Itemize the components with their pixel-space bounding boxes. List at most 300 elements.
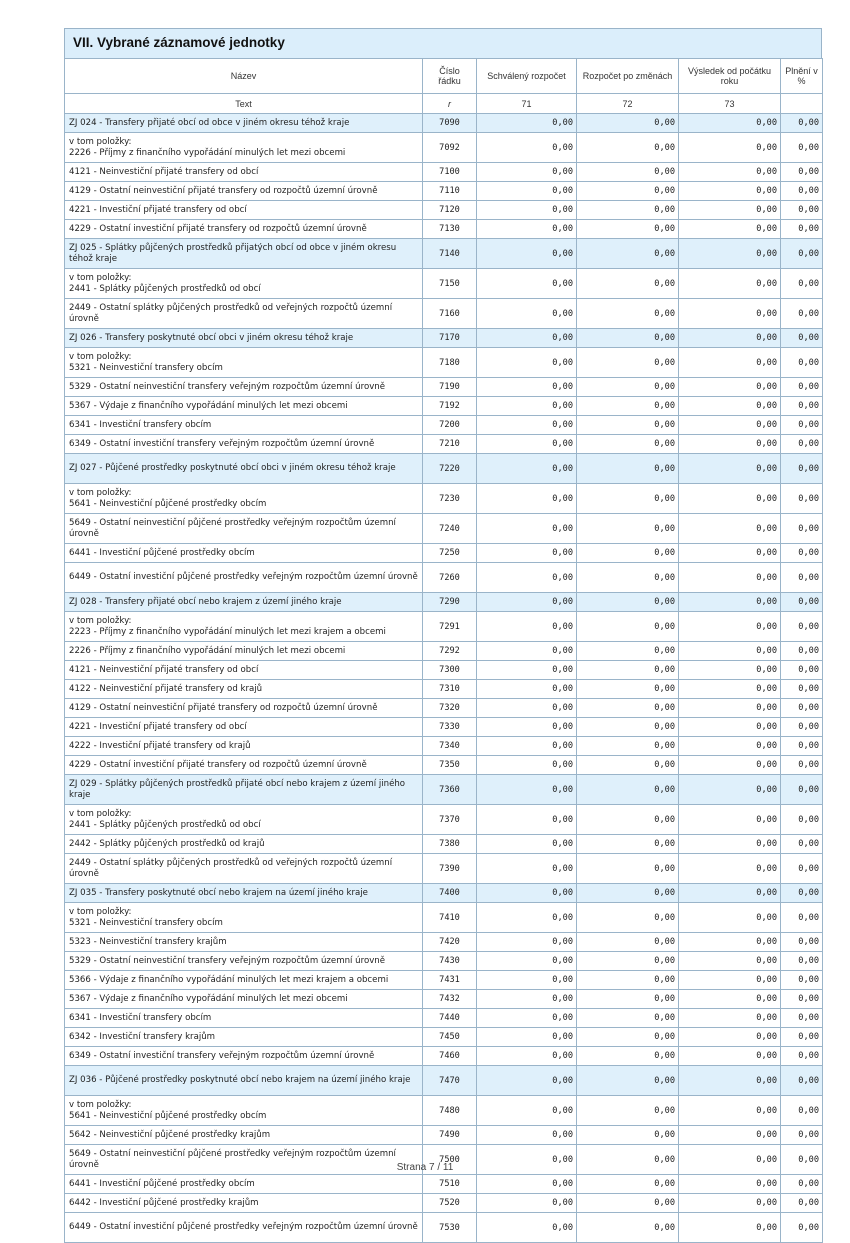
row-adjusted: 0,00: [577, 884, 679, 903]
row-result: 0,00: [679, 220, 781, 239]
row-fulfil: 0,00: [781, 182, 823, 201]
row-code: 7130: [423, 220, 477, 239]
row-adjusted: 0,00: [577, 299, 679, 329]
row-result: 0,00: [679, 544, 781, 563]
row-adjusted: 0,00: [577, 835, 679, 854]
row-code: 7430: [423, 952, 477, 971]
table-row: [65, 854, 823, 884]
row-code: 7160: [423, 299, 477, 329]
row-name-line: v tom položky:: [69, 907, 132, 917]
row-adjusted: 0,00: [577, 775, 679, 805]
row-result: 0,00: [679, 1096, 781, 1126]
row-name: [65, 563, 423, 593]
row-code: 7490: [423, 1126, 477, 1145]
table-row: [65, 484, 823, 514]
table-row: [65, 1194, 823, 1213]
row-adjusted: 0,00: [577, 1175, 679, 1194]
row-result: 0,00: [679, 299, 781, 329]
row-approved: 0,00: [477, 775, 577, 805]
row-fulfil: 0,00: [781, 163, 823, 182]
row-name: [65, 435, 423, 454]
table-row: [65, 612, 823, 642]
table-row: [65, 642, 823, 661]
row-name-line: 4122 - Neinvestiční přijaté transfery od krajů: [69, 683, 263, 694]
row-name: [65, 1175, 423, 1194]
table-row: [65, 680, 823, 699]
row-adjusted: 0,00: [577, 1194, 679, 1213]
records-table: [64, 58, 823, 1243]
row-approved: 0,00: [477, 990, 577, 1009]
row-approved: 0,00: [477, 1213, 577, 1243]
row-approved: 0,00: [477, 971, 577, 990]
row-fulfil: 0,00: [781, 805, 823, 835]
row-name: [65, 544, 423, 563]
row-name-line: 2223 - Příjmy z finančního vypořádání minulých let mezi krajem a obcemi: [69, 626, 386, 637]
row-code: 7340: [423, 737, 477, 756]
table-row: [65, 718, 823, 737]
row-approved: 0,00: [477, 1096, 577, 1126]
row-adjusted: 0,00: [577, 1028, 679, 1047]
row-name-line: 4221 - Investiční přijaté transfery od obcí: [69, 721, 247, 732]
row-result: 0,00: [679, 952, 781, 971]
row-name: [65, 1213, 423, 1243]
table-row: [65, 299, 823, 329]
table-row: [65, 971, 823, 990]
row-result: 0,00: [679, 269, 781, 299]
row-name: [65, 903, 423, 933]
column-header-name: Název: [65, 59, 423, 94]
row-approved: 0,00: [477, 201, 577, 220]
row-fulfil: 0,00: [781, 1145, 823, 1175]
row-approved: 0,00: [477, 642, 577, 661]
row-approved: 0,00: [477, 544, 577, 563]
row-adjusted: 0,00: [577, 514, 679, 544]
row-name: [65, 329, 423, 348]
row-name-line: v tom položky:: [69, 616, 132, 626]
row-name: [65, 1028, 423, 1047]
table-row: [65, 1096, 823, 1126]
row-approved: 0,00: [477, 952, 577, 971]
row-adjusted: 0,00: [577, 661, 679, 680]
row-name: [65, 299, 423, 329]
row-code: 7180: [423, 348, 477, 378]
row-name-line: v tom položky:: [69, 1100, 132, 1110]
row-name-line: ZJ 035 - Transfery poskytnuté obcí nebo krajem na území jiného kraje: [69, 887, 368, 898]
row-name-line: 2226 - Příjmy z finančního vypořádání minulých let mezi obcemi: [69, 645, 346, 656]
row-code: 7200: [423, 416, 477, 435]
table-row: [65, 378, 823, 397]
row-name-line: 5642 - Neinvestiční půjčené prostředky krajům: [69, 1129, 271, 1140]
row-name: [65, 933, 423, 952]
row-result: 0,00: [679, 775, 781, 805]
section-row: [65, 329, 823, 348]
row-name-line: ZJ 028 - Transfery přijaté obcí nebo krajem z území jiného kraje: [69, 596, 342, 607]
row-code: 7530: [423, 1213, 477, 1243]
row-name: [65, 416, 423, 435]
row-name: [65, 680, 423, 699]
row-name: [65, 593, 423, 612]
row-approved: 0,00: [477, 397, 577, 416]
row-name: [65, 114, 423, 133]
row-name-line: 4221 - Investiční přijaté transfery od obcí: [69, 204, 247, 215]
table-row: [65, 1009, 823, 1028]
row-adjusted: 0,00: [577, 933, 679, 952]
row-adjusted: 0,00: [577, 239, 679, 269]
row-adjusted: 0,00: [577, 854, 679, 884]
column-index-fulfil: [781, 94, 823, 114]
row-name: [65, 718, 423, 737]
row-result: 0,00: [679, 835, 781, 854]
row-fulfil: 0,00: [781, 1096, 823, 1126]
row-name: [65, 835, 423, 854]
row-approved: 0,00: [477, 378, 577, 397]
row-name-line: 6449 - Ostatní investiční půjčené prostředky veřejným rozpočtům územní úrovně: [69, 1222, 418, 1233]
row-adjusted: 0,00: [577, 642, 679, 661]
row-result: 0,00: [679, 416, 781, 435]
column-index-code: r: [423, 94, 477, 114]
row-adjusted: 0,00: [577, 348, 679, 378]
table-row: [65, 835, 823, 854]
row-fulfil: 0,00: [781, 1047, 823, 1066]
row-name: [65, 1126, 423, 1145]
row-adjusted: 0,00: [577, 435, 679, 454]
row-name-line: 5641 - Neinvestiční půjčené prostředky obcím: [69, 1110, 267, 1121]
row-approved: 0,00: [477, 239, 577, 269]
row-code: 7192: [423, 397, 477, 416]
row-fulfil: 0,00: [781, 699, 823, 718]
table-row: [65, 133, 823, 163]
table-row: [65, 435, 823, 454]
row-name: [65, 269, 423, 299]
row-name-line: ZJ 025 - Splátky půjčených prostředků přijatých obcí od obce v jiném okresu téhož kraje: [69, 243, 397, 264]
row-result: 0,00: [679, 1047, 781, 1066]
table-row: [65, 1126, 823, 1145]
row-adjusted: 0,00: [577, 133, 679, 163]
row-fulfil: 0,00: [781, 220, 823, 239]
row-name-line: 5367 - Výdaje z finančního vypořádání minulých let mezi obcemi: [69, 400, 348, 411]
row-name-line: 5329 - Ostatní neinvestiční transfery veřejným rozpočtům územní úrovně: [69, 955, 386, 966]
table-row: [65, 699, 823, 718]
row-code: 7510: [423, 1175, 477, 1194]
row-result: 0,00: [679, 348, 781, 378]
row-result: 0,00: [679, 514, 781, 544]
section-row: [65, 454, 823, 484]
row-name-line: v tom položky:: [69, 809, 132, 819]
column-header-approved: Schválený rozpočet: [477, 59, 577, 94]
row-adjusted: 0,00: [577, 378, 679, 397]
row-result: 0,00: [679, 1145, 781, 1175]
row-adjusted: 0,00: [577, 269, 679, 299]
row-code: 7320: [423, 699, 477, 718]
row-code: 7210: [423, 435, 477, 454]
row-fulfil: 0,00: [781, 133, 823, 163]
row-name-line: 4129 - Ostatní neinvestiční přijaté transfery od rozpočtů územní úrovně: [69, 702, 378, 713]
row-approved: 0,00: [477, 1126, 577, 1145]
row-name-line: 5649 - Ostatní neinvestiční půjčené prostředky veřejným rozpočtům územní úrovně: [69, 1149, 396, 1170]
row-name: [65, 454, 423, 484]
row-approved: 0,00: [477, 416, 577, 435]
row-approved: 0,00: [477, 182, 577, 201]
row-code: 7440: [423, 1009, 477, 1028]
row-result: 0,00: [679, 680, 781, 699]
row-adjusted: 0,00: [577, 718, 679, 737]
row-fulfil: 0,00: [781, 884, 823, 903]
row-fulfil: 0,00: [781, 952, 823, 971]
row-result: 0,00: [679, 990, 781, 1009]
row-approved: 0,00: [477, 756, 577, 775]
row-result: 0,00: [679, 329, 781, 348]
row-code: 7190: [423, 378, 477, 397]
row-adjusted: 0,00: [577, 1126, 679, 1145]
row-adjusted: 0,00: [577, 201, 679, 220]
table-row: [65, 1028, 823, 1047]
row-adjusted: 0,00: [577, 1145, 679, 1175]
row-approved: 0,00: [477, 612, 577, 642]
section-row: [65, 884, 823, 903]
row-code: 7120: [423, 201, 477, 220]
row-code: 7431: [423, 971, 477, 990]
row-result: 0,00: [679, 718, 781, 737]
row-adjusted: 0,00: [577, 484, 679, 514]
row-fulfil: 0,00: [781, 348, 823, 378]
row-approved: 0,00: [477, 1194, 577, 1213]
row-result: 0,00: [679, 182, 781, 201]
row-result: 0,00: [679, 612, 781, 642]
row-name-line: 4229 - Ostatní investiční přijaté transfery od rozpočtů územní úrovně: [69, 759, 367, 770]
column-header-code: Číslo řádku: [423, 59, 477, 94]
table-row: [65, 269, 823, 299]
row-code: 7350: [423, 756, 477, 775]
row-approved: 0,00: [477, 854, 577, 884]
row-result: 0,00: [679, 805, 781, 835]
row-result: 0,00: [679, 133, 781, 163]
row-adjusted: 0,00: [577, 903, 679, 933]
row-approved: 0,00: [477, 805, 577, 835]
row-approved: 0,00: [477, 835, 577, 854]
row-name-line: 6442 - Investiční půjčené prostředky krajům: [69, 1197, 259, 1208]
row-approved: 0,00: [477, 484, 577, 514]
row-approved: 0,00: [477, 299, 577, 329]
row-approved: 0,00: [477, 133, 577, 163]
table-row: [65, 661, 823, 680]
row-name-line: 6441 - Investiční půjčené prostředky obcím: [69, 547, 255, 558]
row-name-line: 5321 - Neinvestiční transfery obcím: [69, 917, 223, 928]
row-approved: 0,00: [477, 435, 577, 454]
table-row: [65, 397, 823, 416]
row-adjusted: 0,00: [577, 1047, 679, 1066]
column-header-row: [65, 59, 823, 94]
row-fulfil: 0,00: [781, 775, 823, 805]
row-fulfil: 0,00: [781, 593, 823, 612]
row-approved: 0,00: [477, 269, 577, 299]
row-result: 0,00: [679, 1213, 781, 1243]
table-row: [65, 756, 823, 775]
row-approved: 0,00: [477, 1009, 577, 1028]
row-code: 7380: [423, 835, 477, 854]
row-result: 0,00: [679, 163, 781, 182]
row-name-line: 4121 - Neinvestiční přijaté transfery od obcí: [69, 664, 259, 675]
row-code: 7330: [423, 718, 477, 737]
row-result: 0,00: [679, 737, 781, 756]
column-header-fulfil: Plnění v %: [781, 59, 823, 94]
row-name-line: 2441 - Splátky půjčených prostředků od obcí: [69, 819, 261, 830]
row-name: [65, 220, 423, 239]
row-result: 0,00: [679, 435, 781, 454]
row-name-line: 2441 - Splátky půjčených prostředků od obcí: [69, 283, 261, 294]
row-result: 0,00: [679, 593, 781, 612]
row-fulfil: 0,00: [781, 1213, 823, 1243]
row-approved: 0,00: [477, 163, 577, 182]
row-name-line: 6349 - Ostatní investiční transfery veřejným rozpočtům územní úrovně: [69, 438, 375, 449]
row-adjusted: 0,00: [577, 416, 679, 435]
row-code: 7291: [423, 612, 477, 642]
row-adjusted: 0,00: [577, 563, 679, 593]
table-row: [65, 220, 823, 239]
row-code: 7520: [423, 1194, 477, 1213]
table-row: [65, 933, 823, 952]
row-name-line: 5641 - Neinvestiční půjčené prostředky obcím: [69, 498, 267, 509]
table-row: [65, 544, 823, 563]
row-name-line: 6441 - Investiční půjčené prostředky obcím: [69, 1178, 255, 1189]
row-adjusted: 0,00: [577, 454, 679, 484]
row-code: 7480: [423, 1096, 477, 1126]
row-adjusted: 0,00: [577, 737, 679, 756]
row-fulfil: 0,00: [781, 1009, 823, 1028]
row-name-line: 2226 - Příjmy z finančního vypořádání minulých let mezi obcemi: [69, 147, 346, 158]
row-name-line: 5649 - Ostatní neinvestiční půjčené prostředky veřejným rozpočtům územní úrovně: [69, 518, 396, 539]
column-index-adjusted: 72: [577, 94, 679, 114]
row-result: 0,00: [679, 903, 781, 933]
row-result: 0,00: [679, 1126, 781, 1145]
row-name-line: ZJ 029 - Splátky půjčených prostředků přijaté obcí nebo krajem z území jiného kraje: [69, 779, 406, 800]
row-code: 7470: [423, 1066, 477, 1096]
row-name: [65, 990, 423, 1009]
row-adjusted: 0,00: [577, 971, 679, 990]
row-adjusted: 0,00: [577, 1213, 679, 1243]
row-adjusted: 0,00: [577, 756, 679, 775]
row-result: 0,00: [679, 454, 781, 484]
row-fulfil: 0,00: [781, 201, 823, 220]
row-approved: 0,00: [477, 718, 577, 737]
row-code: 7230: [423, 484, 477, 514]
row-code: 7100: [423, 163, 477, 182]
row-name: [65, 661, 423, 680]
section-row: [65, 1066, 823, 1096]
row-code: 7432: [423, 990, 477, 1009]
row-result: 0,00: [679, 661, 781, 680]
row-name-line: 6349 - Ostatní investiční transfery veřejným rozpočtům územní úrovně: [69, 1050, 375, 1061]
row-code: 7110: [423, 182, 477, 201]
row-result: 0,00: [679, 484, 781, 514]
table-row: [65, 737, 823, 756]
row-approved: 0,00: [477, 1145, 577, 1175]
row-result: 0,00: [679, 239, 781, 269]
row-name-line: ZJ 024 - Transfery přijaté obcí od obce v jiném okresu téhož kraje: [69, 117, 350, 128]
page-number: Strana 7 / 11: [396, 1162, 454, 1173]
row-code: 7150: [423, 269, 477, 299]
row-code: 7220: [423, 454, 477, 484]
table-row: [65, 952, 823, 971]
column-header-result: Výsledek od počátku roku: [679, 59, 781, 94]
row-fulfil: 0,00: [781, 737, 823, 756]
row-name-line: 6342 - Investiční transfery krajům: [69, 1031, 216, 1042]
row-name-line: ZJ 026 - Transfery poskytnuté obcí obci v jiném okresu téhož kraje: [69, 332, 354, 343]
row-fulfil: 0,00: [781, 903, 823, 933]
row-fulfil: 0,00: [781, 435, 823, 454]
row-name: [65, 699, 423, 718]
row-fulfil: 0,00: [781, 718, 823, 737]
row-code: 7250: [423, 544, 477, 563]
row-adjusted: 0,00: [577, 397, 679, 416]
row-fulfil: 0,00: [781, 1175, 823, 1194]
row-name-line: 4129 - Ostatní neinvestiční přijaté transfery od rozpočtů územní úrovně: [69, 185, 378, 196]
section-row: [65, 114, 823, 133]
row-approved: 0,00: [477, 699, 577, 718]
row-code: 7500: [423, 1145, 477, 1175]
section-row: [65, 775, 823, 805]
row-result: 0,00: [679, 201, 781, 220]
row-name-line: ZJ 027 - Půjčené prostředky poskytnuté obcí obci v jiném okresu téhož kraje: [69, 463, 396, 474]
row-result: 0,00: [679, 884, 781, 903]
row-approved: 0,00: [477, 1028, 577, 1047]
row-name-line: ZJ 036 - Půjčené prostředky poskytnuté obcí nebo krajem na území jiného kraje: [69, 1075, 411, 1086]
report-sheet: [64, 28, 822, 1243]
row-code: 7310: [423, 680, 477, 699]
row-fulfil: 0,00: [781, 299, 823, 329]
row-fulfil: 0,00: [781, 1194, 823, 1213]
row-name-line: 2449 - Ostatní splátky půjčených prostředků od veřejných rozpočtů územní úrovně: [69, 303, 393, 324]
row-fulfil: 0,00: [781, 933, 823, 952]
row-approved: 0,00: [477, 903, 577, 933]
row-code: 7300: [423, 661, 477, 680]
table-row: [65, 1213, 823, 1243]
row-fulfil: 0,00: [781, 1126, 823, 1145]
row-adjusted: 0,00: [577, 114, 679, 133]
row-result: 0,00: [679, 699, 781, 718]
column-index-name: Text: [65, 94, 423, 114]
row-fulfil: 0,00: [781, 269, 823, 299]
row-name-line: 5366 - Výdaje z finančního vypořádání minulých let mezi krajem a obcemi: [69, 974, 389, 985]
row-name: [65, 133, 423, 163]
row-code: 7460: [423, 1047, 477, 1066]
row-approved: 0,00: [477, 1175, 577, 1194]
row-result: 0,00: [679, 397, 781, 416]
table-row: [65, 514, 823, 544]
row-fulfil: 0,00: [781, 680, 823, 699]
row-code: 7360: [423, 775, 477, 805]
row-name: [65, 854, 423, 884]
row-fulfil: 0,00: [781, 661, 823, 680]
row-name: [65, 1047, 423, 1066]
row-approved: 0,00: [477, 454, 577, 484]
table-row: [65, 903, 823, 933]
row-approved: 0,00: [477, 593, 577, 612]
row-name-line: 4222 - Investiční přijaté transfery od krajů: [69, 740, 251, 751]
row-adjusted: 0,00: [577, 699, 679, 718]
row-name-line: 5329 - Ostatní neinvestiční transfery veřejným rozpočtům územní úrovně: [69, 381, 386, 392]
row-name: [65, 201, 423, 220]
row-fulfil: 0,00: [781, 114, 823, 133]
row-fulfil: 0,00: [781, 416, 823, 435]
row-code: 7290: [423, 593, 477, 612]
row-fulfil: 0,00: [781, 239, 823, 269]
row-approved: 0,00: [477, 1047, 577, 1066]
row-adjusted: 0,00: [577, 1066, 679, 1096]
row-fulfil: 0,00: [781, 454, 823, 484]
row-name-line: 6341 - Investiční transfery obcím: [69, 1012, 212, 1023]
row-name: [65, 612, 423, 642]
row-code: 7370: [423, 805, 477, 835]
